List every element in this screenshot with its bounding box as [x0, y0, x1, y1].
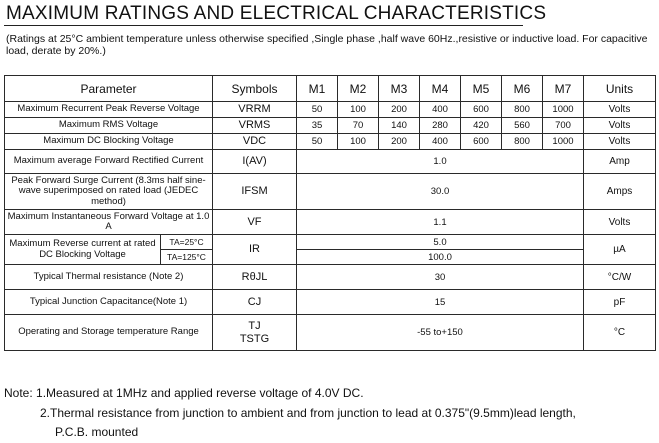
header-model-m7: M7 — [543, 76, 584, 102]
param-vrrm: Maximum Recurrent Peak Reverse Voltage — [5, 102, 213, 118]
value-vdc-m1: 50 — [297, 134, 338, 150]
param-ir: Maximum Reverse current at rated DC Blocking Voltage — [5, 235, 161, 265]
table-header-row — [5, 76, 656, 102]
value-vrms-m2: 70 — [338, 118, 379, 134]
param-vdc: Maximum DC Blocking Voltage — [5, 134, 213, 150]
symbol-iav: I(AV) — [213, 150, 297, 174]
note-2: 2.Thermal resistance from junction to ambient and from junction to lead at 0.375"(9.5mm)lead length, — [40, 405, 576, 420]
value-vrrm-m6: 800 — [502, 102, 543, 118]
notes — [4, 384, 659, 443]
symbol-vf: VF — [213, 210, 297, 235]
ratings-table — [4, 75, 656, 351]
value-vrrm-m1: 50 — [297, 102, 338, 118]
header-model-m5: M5 — [461, 76, 502, 102]
unit-ir: µA — [584, 235, 656, 265]
header-model-m3: M3 — [379, 76, 420, 102]
title-underline — [4, 25, 523, 26]
symbol-temp — [213, 315, 297, 351]
value-vdc-m4: 400 — [420, 134, 461, 150]
unit-vrrm: Volts — [584, 102, 656, 118]
unit-ifsm: Amps — [584, 174, 656, 210]
unit-cj: pF — [584, 290, 656, 315]
value-ifsm: 30.0 — [297, 174, 584, 210]
value-temp: -55 to+150 — [297, 315, 584, 351]
ratings-conditions-text: (Ratings at 25°C ambient temperature unless otherwise specified ,Single phase ,half wave 60Hz.,resistive or inductive load. For capacitive load, derate by 20%.) — [6, 33, 648, 57]
value-rth: 30 — [297, 265, 584, 290]
param-temp: Operating and Storage temperature Range — [5, 315, 213, 351]
symbol-rth: RθJL — [213, 265, 297, 290]
table-row-cj — [5, 290, 656, 315]
unit-iav: Amp — [584, 150, 656, 174]
value-vrms-m4: 280 — [420, 118, 461, 134]
table-row-temp — [5, 315, 656, 351]
table-row-rth — [5, 265, 656, 290]
value-vrms-m3: 140 — [379, 118, 420, 134]
value-vdc-m6: 800 — [502, 134, 543, 150]
value-vrrm-m3: 200 — [379, 102, 420, 118]
header-parameter: Parameter — [5, 76, 213, 102]
table-row-vrrm — [5, 102, 656, 118]
symbol-tstg: TSTG — [239, 332, 270, 345]
param-vf: Maximum Instantaneous Forward Voltage at 1.0 A — [5, 210, 213, 235]
value-vdc-m5: 600 — [461, 134, 502, 150]
symbol-cj: CJ — [213, 290, 297, 315]
table-row-ifsm — [5, 174, 656, 210]
symbol-vrms: VRMS — [213, 118, 297, 134]
table-row-vdc — [5, 134, 656, 150]
header-model-m2: M2 — [338, 76, 379, 102]
value-vdc-m7: 1000 — [543, 134, 584, 150]
unit-vf: Volts — [584, 210, 656, 235]
condition-ta-125: TA=125°C — [161, 250, 213, 265]
value-vrms-m5: 420 — [461, 118, 502, 134]
header-units: Units — [584, 76, 656, 102]
symbol-vdc: VDC — [213, 134, 297, 150]
value-vdc-m3: 200 — [379, 134, 420, 150]
value-ir-25: 5.0 — [297, 235, 584, 250]
value-vdc-m2: 100 — [338, 134, 379, 150]
unit-rth: °C/W — [584, 265, 656, 290]
value-iav: 1.0 — [297, 150, 584, 174]
table-row-vrms — [5, 118, 656, 134]
symbol-tj: TJ — [248, 319, 261, 332]
table-row-vf — [5, 210, 656, 235]
note-1: Note: 1.Measured at 1MHz and applied reverse voltage of 4.0V DC. — [4, 386, 364, 400]
param-rth: Typical Thermal resistance (Note 2) — [5, 265, 213, 290]
page-title: MAXIMUM RATINGS AND ELECTRICAL CHARACTERISTICS — [6, 3, 547, 24]
value-vf: 1.1 — [297, 210, 584, 235]
value-vrrm-m5: 600 — [461, 102, 502, 118]
symbol-vrrm: VRRM — [213, 102, 297, 118]
value-vrrm-m4: 400 — [420, 102, 461, 118]
unit-vdc: Volts — [584, 134, 656, 150]
value-cj: 15 — [297, 290, 584, 315]
value-vrms-m1: 35 — [297, 118, 338, 134]
value-vrrm-m7: 1000 — [543, 102, 584, 118]
param-cj: Typical Junction Capacitance(Note 1) — [5, 290, 213, 315]
symbol-ir: IR — [213, 235, 297, 265]
value-vrms-m7: 700 — [543, 118, 584, 134]
unit-vrms: Volts — [584, 118, 656, 134]
header-model-m4: M4 — [420, 76, 461, 102]
condition-ta-25: TA=25°C — [161, 235, 213, 250]
value-vrrm-m2: 100 — [338, 102, 379, 118]
symbol-ifsm: IFSM — [213, 174, 297, 210]
table-row-iav — [5, 150, 656, 174]
header-symbols: Symbols — [213, 76, 297, 102]
param-iav: Maximum average Forward Rectified Current — [5, 150, 213, 174]
header-model-m1: M1 — [297, 76, 338, 102]
value-vrms-m6: 560 — [502, 118, 543, 134]
table-row-ir-25 — [5, 235, 656, 250]
unit-temp: °C — [584, 315, 656, 351]
header-model-m6: M6 — [502, 76, 543, 102]
value-ir-125: 100.0 — [297, 250, 584, 265]
param-vrms: Maximum RMS Voltage — [5, 118, 213, 134]
param-ifsm: Peak Forward Surge Current (8.3ms half sine-wave superimposed on rated load (JEDEC method) — [5, 174, 213, 210]
note-2-continued: P.C.B. mounted — [55, 425, 139, 439]
